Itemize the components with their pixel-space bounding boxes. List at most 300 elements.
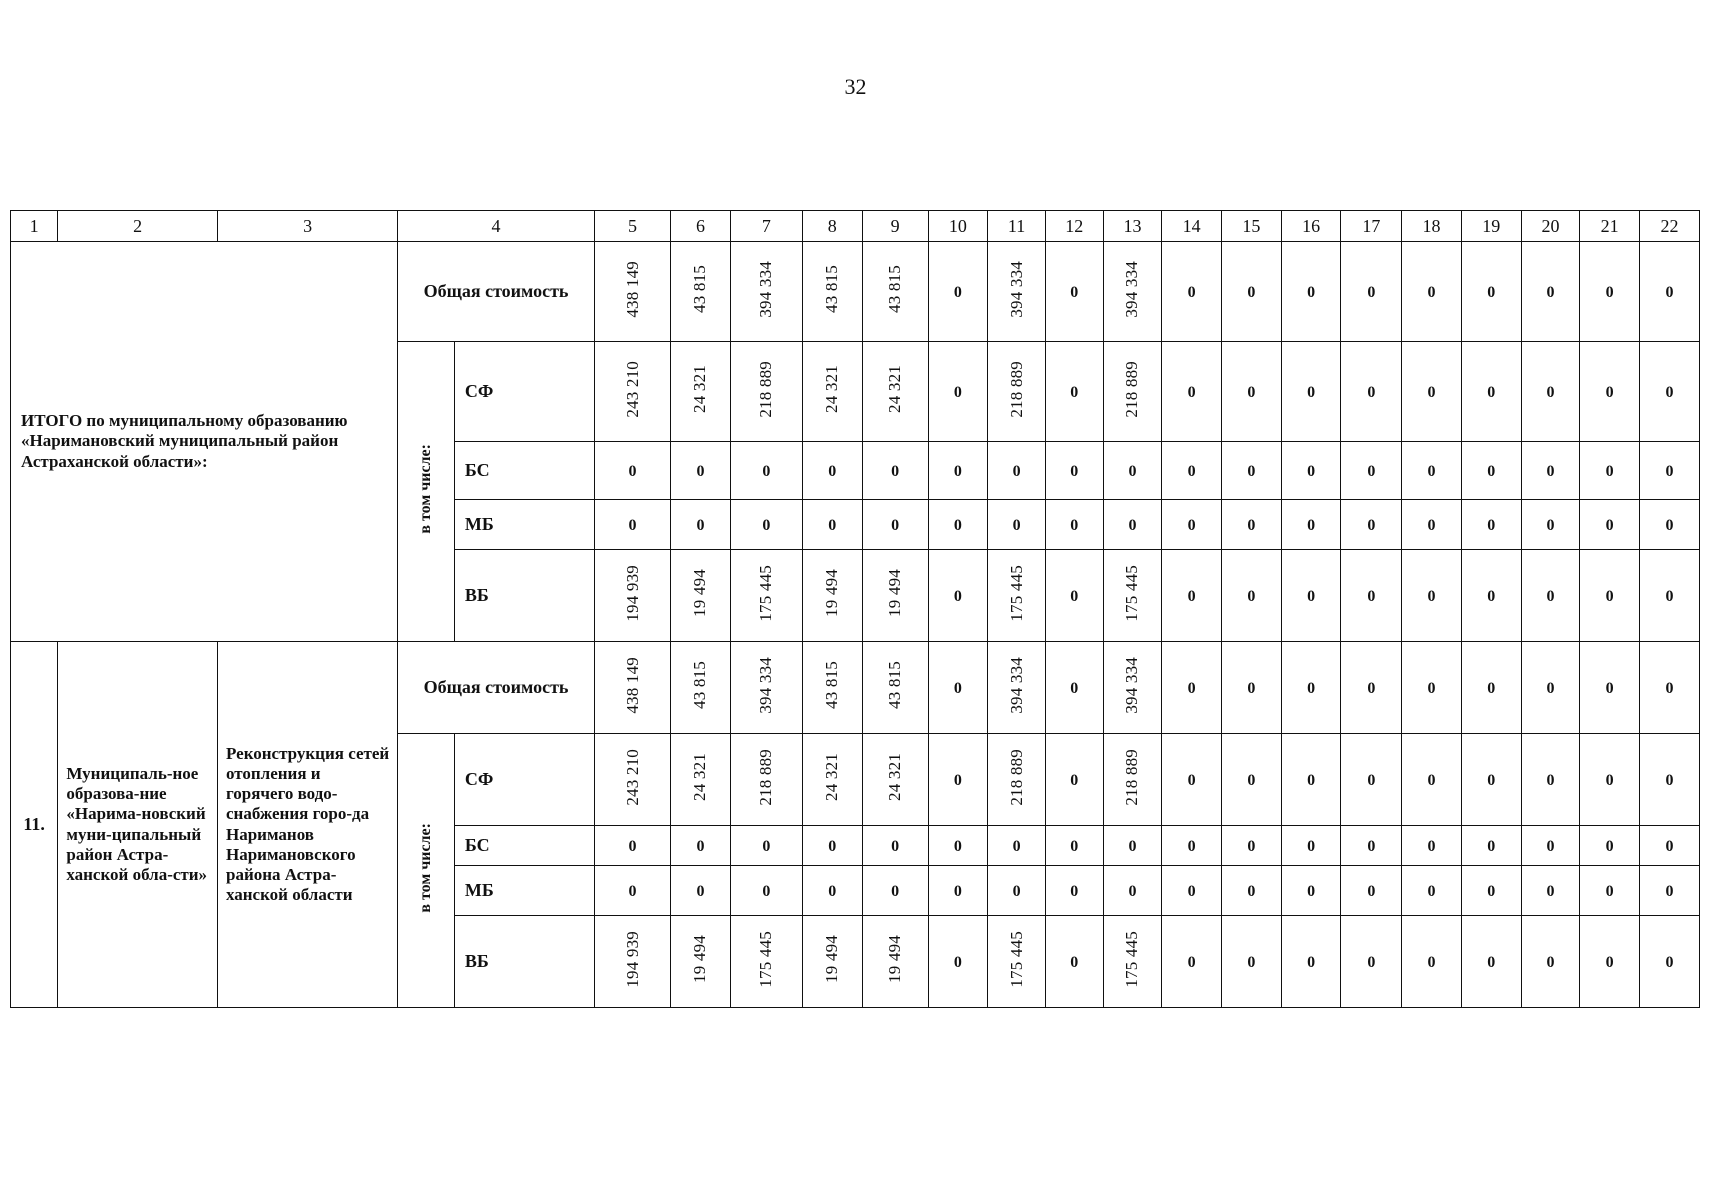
project-name: Реконструкция сетей отопления и горячего водо-снабжения горо-да Нариманов Наримановского района Астра-ханской области [217,642,397,1008]
value-cell [1580,342,1640,442]
value-cell [1103,342,1162,442]
value-cell [730,342,802,442]
value-cell [802,734,862,826]
value-cell [1461,916,1521,1008]
value-text: 19 494 [885,569,905,617]
value-text: 0 [1546,953,1555,971]
value-text: 175 445 [756,930,776,988]
value-cell [928,916,988,1008]
value-text: 0 [1128,882,1137,900]
value-cell [862,916,928,1008]
column-number-cell: 1 [11,211,58,242]
value-cell [1580,826,1640,866]
value-cell [802,642,862,734]
value-cell [1045,342,1103,442]
value-cell [1461,242,1521,342]
value-text: 394 334 [1006,656,1026,714]
value-text: 194 939 [622,564,642,622]
value-text: 0 [1187,383,1196,401]
value-text: 0 [1487,587,1496,605]
column-number-cell: 14 [1162,211,1222,242]
value-cell [1402,826,1462,866]
value-text: 0 [1247,587,1256,605]
value-cell [671,866,731,916]
value-text: 0 [1427,837,1436,855]
value-cell [1045,916,1103,1008]
value-cell [671,550,731,642]
value-text: 394 334 [756,656,776,714]
value-cell [1402,550,1462,642]
value-cell [594,550,670,642]
value-cell [802,500,862,550]
value-cell [1461,826,1521,866]
value-cell [1521,500,1580,550]
value-cell [1461,550,1521,642]
total-label: ИТОГО по муниципальному образованию «Наримановский муниципальный район Астраханской области»: [11,242,398,642]
value-text: 0 [1012,462,1021,480]
value-text: 0 [1012,837,1021,855]
value-text: 24 321 [822,365,842,413]
page-number: 32 [844,74,867,99]
value-text: 0 [1487,283,1496,301]
value-text: 0 [1128,837,1137,855]
total-cost-row [11,242,1700,342]
value-cell [1461,442,1521,500]
value-text: 0 [1187,587,1196,605]
value-cell [1103,734,1162,826]
value-cell [862,342,928,442]
value-text: 0 [1307,679,1316,697]
value-text: 0 [1487,882,1496,900]
value-cell [1461,866,1521,916]
value-cell [802,242,862,342]
value-cell [1162,550,1222,642]
value-text: 0 [891,882,900,900]
value-text: 0 [1605,837,1614,855]
value-cell [988,866,1046,916]
funding-source-label: МБ [454,500,594,550]
value-text: 0 [762,837,771,855]
value-cell [1281,550,1341,642]
value-cell [1045,550,1103,642]
value-text: 0 [1605,771,1614,789]
value-text: 0 [1665,837,1674,855]
value-cell [1521,442,1580,500]
value-text: 0 [1187,516,1196,534]
value-cell [928,866,988,916]
value-cell [1162,500,1222,550]
column-number-cell: 5 [594,211,670,242]
column-number-cell: 4 [398,211,595,242]
value-text: 0 [828,516,837,534]
value-text: 0 [1247,283,1256,301]
value-cell [862,550,928,642]
value-cell [1222,342,1282,442]
value-text: 0 [1427,882,1436,900]
financing-table [10,210,1700,1008]
value-cell [928,826,988,866]
value-text: 0 [1546,771,1555,789]
value-text: 0 [1605,283,1614,301]
value-text: 0 [1487,516,1496,534]
value-text: 0 [762,516,771,534]
value-cell [1103,866,1162,916]
value-text: 43 815 [690,265,710,313]
column-number-cell: 6 [671,211,731,242]
value-cell [862,242,928,342]
value-cell [1045,866,1103,916]
value-cell [1341,342,1402,442]
value-cell [1103,916,1162,1008]
value-text: 0 [1487,679,1496,697]
value-cell [1640,442,1700,500]
value-text: 0 [953,383,962,401]
value-cell [1103,550,1162,642]
value-text: 0 [696,882,705,900]
column-number-cell: 8 [802,211,862,242]
column-number-cell: 13 [1103,211,1162,242]
value-text: 0 [1367,587,1376,605]
value-cell [1103,826,1162,866]
value-text: 218 889 [756,360,776,418]
value-cell [1521,342,1580,442]
value-cell [1103,500,1162,550]
value-cell [1281,242,1341,342]
value-cell [1640,826,1700,866]
value-text: 0 [1187,283,1196,301]
value-cell [1461,500,1521,550]
value-cell [1341,866,1402,916]
total-cost-label: Общая стоимость [398,642,595,734]
value-text: 0 [1307,587,1316,605]
value-cell [1103,442,1162,500]
value-text: 0 [1187,771,1196,789]
value-cell [594,866,670,916]
value-text: 0 [1367,462,1376,480]
value-cell [594,442,670,500]
value-text: 0 [1665,383,1674,401]
value-cell [730,866,802,916]
value-text: 0 [1665,953,1674,971]
total-cost-row [11,642,1700,734]
value-text: 0 [953,283,962,301]
value-cell [671,242,731,342]
value-cell [1521,734,1580,826]
value-cell [1281,442,1341,500]
value-cell [1402,500,1462,550]
value-cell [1341,642,1402,734]
value-cell [1580,916,1640,1008]
value-text: 0 [1247,679,1256,697]
value-cell [1222,826,1282,866]
value-text: 0 [953,587,962,605]
value-text: 24 321 [822,753,842,801]
value-cell [1222,442,1282,500]
column-number-cell: 16 [1281,211,1341,242]
value-text: 19 494 [822,569,842,617]
value-text: 0 [828,837,837,855]
value-cell [802,342,862,442]
value-text: 175 445 [1122,564,1142,622]
value-text: 0 [1187,882,1196,900]
funding-source-label: БС [454,442,594,500]
value-cell [594,916,670,1008]
value-text: 0 [1546,837,1555,855]
value-text: 0 [1546,882,1555,900]
column-number-row [11,211,1700,242]
funding-source-label: МБ [454,866,594,916]
value-cell [1162,642,1222,734]
value-text: 0 [1665,462,1674,480]
value-cell [1521,242,1580,342]
value-cell [1162,342,1222,442]
value-text: 0 [1665,882,1674,900]
value-text: 0 [1307,383,1316,401]
value-cell [1640,866,1700,916]
value-cell [802,442,862,500]
value-text: 0 [1307,953,1316,971]
value-cell [1580,866,1640,916]
column-number-cell: 17 [1341,211,1402,242]
value-cell [1402,734,1462,826]
value-text: 0 [1012,882,1021,900]
value-text: 218 889 [1006,360,1026,418]
value-text: 0 [953,882,962,900]
value-text: 0 [1605,383,1614,401]
column-number-cell: 12 [1045,211,1103,242]
value-cell [928,242,988,342]
value-text: 0 [1070,679,1079,697]
value-cell [1045,242,1103,342]
value-text: 43 815 [885,265,905,313]
value-text: 19 494 [690,935,710,983]
value-text: 43 815 [822,265,842,313]
total-cost-label: Общая стоимость [398,242,595,342]
value-text: 0 [1367,283,1376,301]
value-text: 0 [828,462,837,480]
value-cell [862,866,928,916]
value-cell [988,550,1046,642]
value-text: 0 [953,462,962,480]
value-text: 43 815 [885,661,905,709]
value-text: 0 [1070,283,1079,301]
value-cell [671,442,731,500]
value-cell [594,826,670,866]
value-cell [1045,442,1103,500]
value-cell [1640,734,1700,826]
value-cell [671,500,731,550]
value-text: 0 [1665,516,1674,534]
value-cell [1580,642,1640,734]
value-text: 0 [1367,383,1376,401]
value-text: 19 494 [690,569,710,617]
value-cell [1162,442,1222,500]
value-text: 0 [1665,679,1674,697]
value-cell [671,642,731,734]
value-cell [730,550,802,642]
value-cell [1222,242,1282,342]
value-text: 243 210 [622,360,642,418]
row-number: 11. [11,642,58,1008]
value-cell [988,500,1046,550]
value-text: 43 815 [690,661,710,709]
value-text: 24 321 [690,365,710,413]
column-number-cell: 20 [1521,211,1580,242]
value-text: 19 494 [822,935,842,983]
value-text: 0 [1605,953,1614,971]
value-text: 175 445 [1006,930,1026,988]
value-text: 0 [891,516,900,534]
column-number-cell: 19 [1461,211,1521,242]
value-text: 24 321 [885,753,905,801]
value-cell [802,550,862,642]
value-text: 0 [1012,516,1021,534]
value-cell [862,500,928,550]
value-cell [802,916,862,1008]
value-text: 0 [696,837,705,855]
value-text: 0 [762,462,771,480]
value-cell [1162,826,1222,866]
value-cell [1162,916,1222,1008]
value-text: 0 [828,882,837,900]
value-text: 0 [1665,283,1674,301]
column-number-cell: 18 [1402,211,1462,242]
value-cell [730,642,802,734]
value-cell [1281,500,1341,550]
column-number-cell: 3 [217,211,397,242]
value-text: 0 [1546,516,1555,534]
value-text: 394 334 [1122,656,1142,714]
value-cell [1341,916,1402,1008]
value-cell [1281,826,1341,866]
value-cell [1461,642,1521,734]
value-text: 0 [1307,882,1316,900]
value-cell [730,242,802,342]
value-cell [988,342,1046,442]
value-cell [1521,550,1580,642]
value-cell [1402,342,1462,442]
value-cell [1222,642,1282,734]
including-label-cell [398,342,455,642]
column-number-cell: 2 [58,211,218,242]
value-cell [802,826,862,866]
funding-source-label: ВБ [454,550,594,642]
value-cell [862,826,928,866]
value-text: 0 [1070,587,1079,605]
value-text: 0 [762,882,771,900]
value-text: 0 [1427,283,1436,301]
value-cell [730,442,802,500]
value-cell [802,866,862,916]
value-text: 19 494 [885,935,905,983]
value-cell [928,442,988,500]
value-text: 0 [1487,837,1496,855]
value-text: 0 [1247,516,1256,534]
value-cell [862,734,928,826]
value-text: 0 [1187,679,1196,697]
value-cell [1341,242,1402,342]
value-cell [1640,916,1700,1008]
value-cell [1281,866,1341,916]
value-cell [1640,242,1700,342]
value-text: 0 [1605,462,1614,480]
value-cell [1222,550,1282,642]
value-text: 0 [1367,882,1376,900]
value-text: 0 [1487,383,1496,401]
value-text: 0 [1070,462,1079,480]
value-text: 0 [1487,953,1496,971]
value-cell [988,734,1046,826]
value-cell [730,916,802,1008]
value-cell [1281,734,1341,826]
value-cell [1103,242,1162,342]
value-cell [1045,734,1103,826]
including-label-cell [398,734,455,1008]
value-text: 24 321 [885,365,905,413]
value-cell [1162,242,1222,342]
value-text: 0 [1367,516,1376,534]
value-cell [1521,642,1580,734]
value-text: 0 [1367,771,1376,789]
value-cell [1640,500,1700,550]
value-text: 0 [1247,383,1256,401]
value-cell [1281,642,1341,734]
municipality-name: Муниципаль-ное образова-ние «Нарима-новский муни-ципальный район Астра-ханской обла-сти» [58,642,218,1008]
value-text: 0 [1307,771,1316,789]
column-number-cell: 9 [862,211,928,242]
value-text: 0 [696,516,705,534]
value-cell [1402,442,1462,500]
value-cell [671,734,731,826]
value-text: 243 210 [622,748,642,806]
value-cell [1222,734,1282,826]
value-cell [1341,442,1402,500]
value-text: 0 [1070,383,1079,401]
value-cell [1222,866,1282,916]
value-cell [1162,866,1222,916]
value-text: 0 [1070,771,1079,789]
value-text: 0 [628,837,637,855]
value-text: 0 [1187,462,1196,480]
value-cell [594,642,670,734]
value-text: 0 [628,882,637,900]
value-text: 0 [1247,953,1256,971]
value-text: 0 [1128,462,1137,480]
value-text: 0 [891,462,900,480]
column-number-cell: 10 [928,211,988,242]
value-text: 175 445 [756,564,776,622]
value-cell [1045,500,1103,550]
value-text: 0 [1247,882,1256,900]
value-text: 0 [953,771,962,789]
value-cell [1640,642,1700,734]
column-number-cell: 22 [1640,211,1700,242]
value-text: 394 334 [1006,260,1026,318]
value-text: 24 321 [690,753,710,801]
value-cell [730,500,802,550]
value-text: 0 [1367,679,1376,697]
value-text: 218 889 [1122,748,1142,806]
value-text: 0 [1427,462,1436,480]
value-cell [1222,500,1282,550]
value-cell [1580,242,1640,342]
value-cell [730,826,802,866]
value-text: 0 [953,679,962,697]
value-text: 0 [1665,587,1674,605]
value-text: 0 [1546,462,1555,480]
value-text: 0 [953,837,962,855]
value-text: 0 [1605,679,1614,697]
